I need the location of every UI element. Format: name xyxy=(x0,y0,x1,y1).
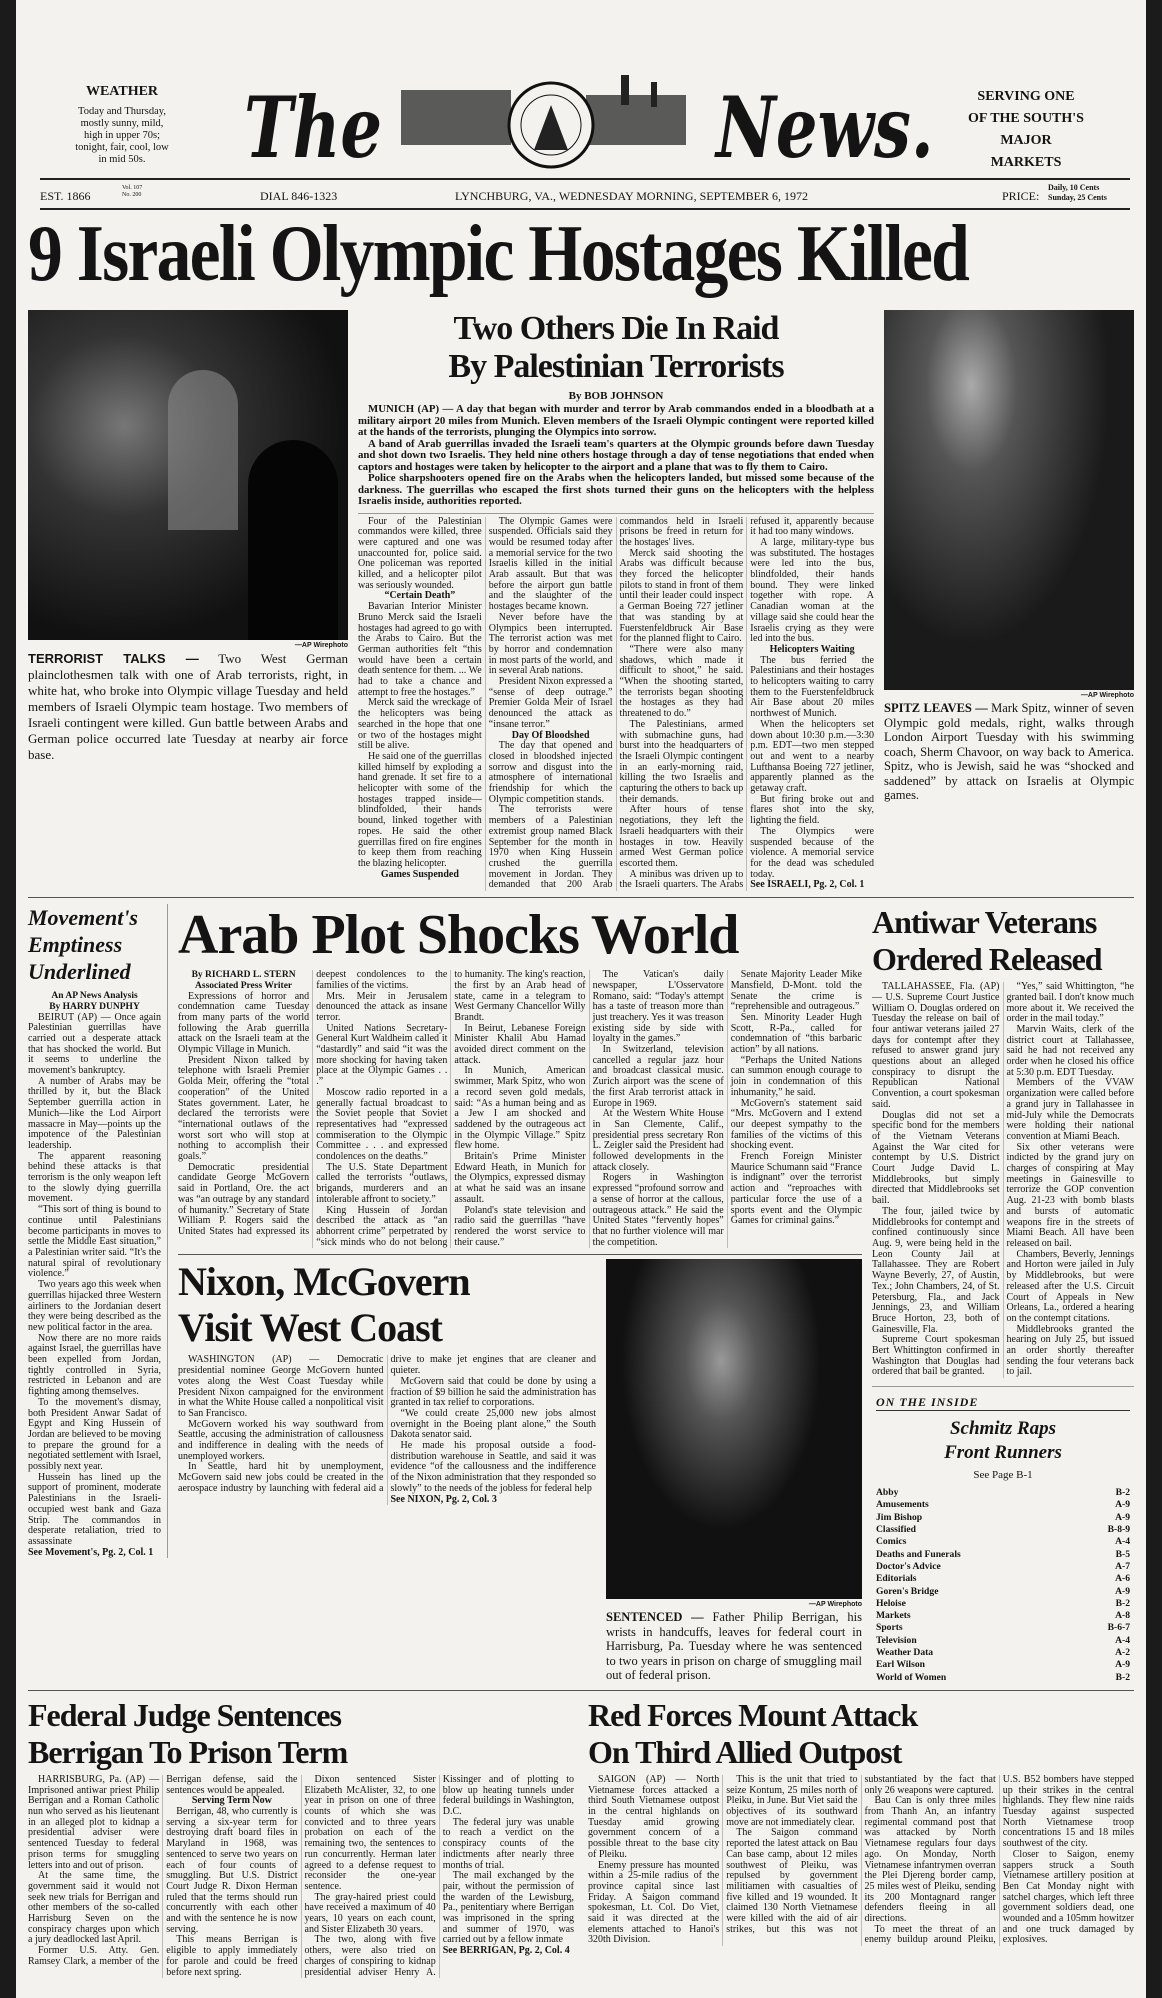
paragraph: Mrs. Meir in Jerusalem denounced the attack as insane terror. xyxy=(316,990,448,1023)
paragraph: Supreme Court spokesman Bert Whittington confirmed in Washington that Douglas had ordered that bail be granted. xyxy=(872,1334,1000,1378)
paragraph: After hours of tense negotiations, they left the Israeli headquarters with their hostages in tow. Heavily armed West German police escorted them. xyxy=(619,804,744,869)
nixon-headline-line1: Nixon, McGovern xyxy=(178,1259,470,1305)
inside-feature-headline[interactable] xyxy=(872,1417,1134,1465)
paragraph: SAIGON (AP) — North Vietnamese forces attacked a third South Vietnamese outpost in the central highlands on Tuesday amid growing government concern of a possible threat to the base city of Pleiku. xyxy=(588,1773,720,1860)
paragraph: When the helicopters set down about 10:30 p.m.—3:30 p.m. EDT—two men stepped out and went to a nearby Lufthansa Boeing 727 jetliner, apparently planned as the getaway craft. xyxy=(750,718,874,795)
weather-title: WEATHER xyxy=(85,84,159,99)
paragraph: Middlebrooks granted the hearing on July 25, but issued an order shortly thereafter sending the four veterans back to jail. xyxy=(1006,1323,1134,1378)
paragraph: Merck said the wreckage of the helicopters was being searched in the hope that one or two of the hostages might still be alive. xyxy=(358,697,482,752)
right-column xyxy=(872,904,1134,1684)
paragraph: French Foreign Minister Maurice Schumann said “France is indignant” over the terrorist action and “reproaches with particular force the use of a sports event and the Olympic Games for criminal gains.” xyxy=(730,1151,862,1227)
subhead: “Certain Death” xyxy=(384,590,456,602)
paragraph: In Munich, American swimmer, Mark Spitz, who won a record seven gold medals, said: “As a human being and as a Jew I am shocked and saddened by the outrageous act in the Olympic Village.” Spitz flew home. xyxy=(454,1065,586,1152)
paragraph: A band of Arab guerrillas invaded the Israeli team's quarters at the Olympic grounds before dawn Tuesday and shot down two Israelis. They held nine others hostage through a day of tense negotiations that ended when captors and hostages were taken by helicopter to the airport and a plane that was to fly them to Cairo. xyxy=(358,437,874,473)
paragraph: At the same time, the government said it would not seek new trials for Berrigan and other members of the so-called Harrisburg Seven on the conspiracy charges upon which a jury deadlocked last April. xyxy=(28,1870,160,1946)
lead-row xyxy=(28,304,1134,891)
index-item-page: A-9 xyxy=(1115,1585,1130,1597)
paragraph: At the Western White House in San Clemente, Calif., presidential press secretary Ron L. Zeigler said the President had followed developments in the attack closely. xyxy=(592,1108,724,1173)
paragraph: WASHINGTON (AP) — Democratic presidential nominee George McGovern hunted votes along the West Coast Tuesday while President Nixon campaigned for the environment in what the White House called a nonpolitical visit to San Francisco. xyxy=(178,1354,384,1419)
index-item-page: B-8-9 xyxy=(1107,1524,1130,1536)
index-item[interactable] xyxy=(876,1499,1130,1511)
paragraph: Britain's Prime Minister Edward Heath, in Munich for the Olympics, expressed dismay at what he said was an insane assault. xyxy=(454,1151,586,1205)
index-item[interactable] xyxy=(876,1659,1130,1671)
paragraph: An AP News Analysis xyxy=(51,991,138,1002)
index-item[interactable] xyxy=(876,1487,1130,1499)
berrigan-headline-line2: Berrigan To Prison Term xyxy=(28,1733,348,1770)
index-item-page: A-9 xyxy=(1115,1659,1130,1671)
masthead xyxy=(16,0,1146,212)
paragraph: In Beirut, Lebanese Foreign Minister Khalil Abu Hamad avoided direct comment on the attack. xyxy=(454,1022,586,1066)
lead-intro xyxy=(358,404,874,508)
paragraph: The federal jury was unable to reach a verdict on the conspiracy counts of the indictments after nearly three months of trial. xyxy=(442,1816,574,1871)
paragraph: The Palestinians, armed with submachine guns, had burst into the headquarters of the Israeli Olympic contingent in an early-morning raid, killing the two Israelis and capturing the others to back up their demands. xyxy=(619,718,744,805)
index-item[interactable] xyxy=(876,1622,1130,1634)
index-item[interactable] xyxy=(876,1549,1130,1561)
subhead: Helicopters Waiting xyxy=(769,643,855,655)
subhead: Day Of Bloodshed xyxy=(511,729,590,741)
nixon-story-body xyxy=(178,1355,596,1505)
bottom-row xyxy=(28,1690,1134,1978)
index-item-page: A-6 xyxy=(1115,1573,1130,1585)
price xyxy=(1048,183,1107,203)
spitz-photo xyxy=(884,310,1134,690)
index-item-name: Weather Data xyxy=(876,1646,934,1658)
paragraph: Associated Press Writer xyxy=(195,980,293,991)
headline-line: Movement's xyxy=(28,905,138,931)
dateline-bar xyxy=(40,185,1130,207)
spitz-block xyxy=(884,310,1134,803)
arab-plot-headline: Arab Plot Shocks World xyxy=(178,904,739,967)
caption-label: TERRORIST TALKS — xyxy=(28,651,199,666)
red-forces-story xyxy=(588,1697,1134,1946)
paragraph: By RICHARD L. STERN xyxy=(191,970,296,981)
terrorist-talks-block xyxy=(28,310,348,763)
nixon-berrigan-photo-row xyxy=(178,1254,862,1683)
paragraph: McGovern worked his way southward from Seattle, accusing the administration of callousness and indifference in dealing with the needs of unemployed workers. xyxy=(178,1418,384,1462)
paragraph: Bau Can is only three miles from Thanh An, an infantry regimental command post that was attacked by North Vietnamese regulars four days ago. On Monday, North Vietnamese infantrymen overran the Plei Djereng border camp, 25 miles west of Pleiku, sending its 200 Montagnard ranger defenders fleeing in all directions. xyxy=(864,1795,996,1925)
volume-number xyxy=(122,185,142,199)
index-item-page: B-5 xyxy=(1115,1548,1130,1560)
paragraph: Berrigan, 48, who currently is serving a six-year term for destroying draft board files in Maryland in 1968, was sentenced to serve two years on each of four counts of smuggling. But U.S. District Court Judge R. Dixon Herman ruled that the terms should run concurrently with each other and with the sentence he is now serving. xyxy=(166,1805,298,1935)
paragraph: He made his proposal outside a food-distribution warehouse in Seattle, and said it was evidence “of the callousness and the indifference of the Nixon administration that they responded so slowly” to the needs of the jobless for federal help xyxy=(390,1440,596,1494)
index-item-page: A-4 xyxy=(1115,1634,1130,1646)
index-item-page: A-7 xyxy=(1115,1560,1130,1572)
index-item-page: A-2 xyxy=(1115,1646,1130,1658)
index-title: ON THE INSIDE xyxy=(876,1395,1130,1411)
antiwar-story-body xyxy=(872,982,1134,1378)
price-daily: Daily, 10 Cents xyxy=(1048,183,1100,192)
paragraph: Marvin Waits, clerk of the district court at Tallahassee, said he had not received any order when he closed his office at 5:30 p.m. EDT Tuesday. xyxy=(1006,1023,1134,1078)
caption-text: Two West German plainclothesmen talk with one of Arab terrorists, right, in white hat, who broke into Olympic village Tuesday and held members of Israeli Olympic team hostage. Two members of Israeli contingent were killed. Gun battle between Arabs and German police occurred late Tuesday at nearby air force base. xyxy=(28,651,348,762)
index-item-page: B-2 xyxy=(1115,1597,1130,1609)
movement-story-body xyxy=(28,991,161,1558)
movement-story xyxy=(28,904,168,1558)
index-item[interactable] xyxy=(876,1586,1130,1598)
established-year: EST. 1866 xyxy=(40,189,91,203)
paragraph: The bus ferried the Palestinians and their hostages to helicopters waiting to carry them to the Fuerstenfeldbruck Air Base about 20 miles northwest of Munich. xyxy=(750,654,874,720)
masthead-title-news: News. xyxy=(716,78,934,177)
berrigan-caption xyxy=(606,1610,862,1683)
paragraph: The Vatican's daily newspaper, L'Osservatore Romano, said: “Today's attempt has a taste of treason more than just treachery. Yes it was treason existing side by side with loyalty in the games.” xyxy=(592,969,724,1045)
index-item[interactable] xyxy=(876,1573,1130,1585)
paragraph: Democratic presidential candidate George McGovern said in Portland, Ore. the act was “an outrage by any standard of humanity.” Secretary of State William P. Rogers said the United States had expressed its deepest condolences to the families of the victims. xyxy=(178,969,448,1237)
paragraph: This is the unit that tried to seize Kontum, 25 miles north of Pleiku, in June. But Viet said the objectives of its southward move are not immediately clear. xyxy=(726,1773,858,1828)
paragraph: Hussein has lined up the support of prominent, moderate Palestinians in the Israeli-occupied west bank and Gaza Strip. The commandos in desperate retaliation, tried to assassinate xyxy=(28,1471,161,1547)
volume: Vol. 107 xyxy=(122,185,143,191)
index-item[interactable] xyxy=(876,1561,1130,1573)
index-item-name: Television xyxy=(876,1634,917,1646)
price-label: PRICE: xyxy=(1002,189,1040,203)
index-item-page: B-2 xyxy=(1115,1671,1130,1683)
issue-number: No. 200 xyxy=(122,192,142,198)
photo-credit: —AP Wirephoto xyxy=(294,642,348,649)
paragraph: Two years ago this week when guerrillas hijacked three Western airliners to the Jordanian desert they were being described as the new political factor in the area. xyxy=(28,1279,161,1333)
index-item-page: A-9 xyxy=(1115,1499,1130,1511)
middle-column xyxy=(178,904,862,1683)
middle-row xyxy=(28,897,1134,1684)
paragraph: Douglas did not set a specific bond for the members of the Vietnam Veterans Against the War cited for contempt by U.S. District Court Judge David L. Middlebrooks, but simply directed that Middlebrooks set bail. xyxy=(872,1109,1000,1207)
paragraph: A number of Arabs may be thrilled by it, but the Black September guerrilla action in Munich—like the Lod Airport massacre in May—points up the impotence of the Palestinian leadership. xyxy=(28,1075,161,1151)
main-headline: 9 Israeli Olympic Hostages Killed xyxy=(28,210,969,298)
paragraph: This means Berrigan is eligible to apply immediately for parole and could be freed before next spring. xyxy=(166,1934,298,1978)
lead-story xyxy=(358,310,874,891)
paragraph: The gray-haired priest could have received a maximum of 40 years, 10 years on each count, and Sister Elizabeth 30 years. xyxy=(304,1891,436,1935)
paragraph: Chambers, Beverly, Jennings and Horton were jailed in July by Middlebrooks, but were released after the U.S. Circuit Court of Appeals in New Orleans, La., ordered a hearing on the contempt citations. xyxy=(1006,1248,1134,1324)
antiwar-story xyxy=(872,904,1134,1378)
paragraph: King Hussein of Jordan described the attack as “an abhorrent crime” perpetrated by “sick minds who do not belong to humanity. The king's reaction, the first by an Arab head of state, came in a telegram to West Germany Chancellor Willy Brandt. xyxy=(316,969,586,1248)
subhead: Serving Term Now xyxy=(191,1795,272,1807)
paragraph: McGovern said that could be done by using a fraction of $9 billion he said the administration has granted in tax relief to corporations. xyxy=(390,1375,596,1409)
paragraph: The four, jailed twice by Middlebrooks for contempt and confined continuously since Aug. 9, were being held in the Leon County Jail at Tallahassee. They are Robert Wayne Beverly, 27, of Austin, Tex.; John Chambers, 24, of St. Petersburg, Fla., and Jack Jennings, 23, and William Bruce Horton, 23, both of Gainesville, Fla. xyxy=(872,1205,1000,1335)
paragraph: A minibus was driven up to the Israeli quarters. The Arabs refused it, apparently because it had too many windows. xyxy=(619,515,874,891)
main-headline-wrap xyxy=(28,212,1134,304)
caption-text: Mark Spitz, winner of seven Olympic gold medals, right, walks through London Airport Tuesday with his swimming coach, Sherm Chavoor, on way back to America. Spitz, who is Jewish, said he was “shocked and saddened” by attack on Israelis at Olympic games. xyxy=(884,701,1135,802)
paragraph: Now there are no more raids against Israel, the guerrillas have been expelled from Jordan, tightly controlled in Syria, restricted in Lebanon and are fighting among themselves. xyxy=(28,1332,161,1398)
index-item-name: Comics xyxy=(876,1536,907,1548)
feature-line: Schmitz Raps xyxy=(949,1418,1057,1440)
jump-line[interactable]: See NIXON, Pg. 2, Col. 3 xyxy=(390,1493,497,1505)
index-item-name: Editorials xyxy=(876,1573,917,1585)
paragraph: “We could create 25,000 new jobs almost overnight in the Boeing plant alone,” the South Dakota senator said. xyxy=(390,1407,596,1441)
berrigan-photo xyxy=(606,1259,862,1599)
antiwar-headline-line2: Ordered Released xyxy=(872,941,1102,978)
index-item-name: World of Women xyxy=(876,1671,947,1683)
paragraph: MUNICH (AP) — A day that began with murder and terror by Arab commandos ended in a bloodbath at a military airport 20 miles from Munich. Eleven members of the Israeli Olympic contingent were reported killed at the hands of the terrorists, plunging the Olympics into sorrow. xyxy=(358,403,874,438)
paragraph: By HARRY DUNPHY xyxy=(49,1001,140,1012)
paragraph: The terrorists were members of a Palestinian extremist group named Black September for the month in 1970 when King Hussein crushed the guerrilla movement in Jordan. They demanded that 200 Arab commandos held in Israeli prisons be freed in return for the hostages' lives. xyxy=(488,515,744,891)
paragraph: Police sharpshooters opened fire on the Arabs when the helicopters landed, but missed some because of the darkness. The guerrillas who escaped the first shots turned their guns on the helicopters with the helpless Israelis inside, authorities reported. xyxy=(358,472,874,507)
paragraph: The U.S. State Department called the terrorists “outlaws, brigands, murderers and an intolerable affront to society.” xyxy=(316,1161,448,1205)
index-item-name: Amusements xyxy=(876,1499,929,1511)
paragraph: Merck said shooting the Arabs was difficult because they forced the helicopter pilots to stand in front of them until their leader could inspect a German Boeing 727 jetliner that was standing by at Fuerstenfeldbruck Air Base for the planned flight to Cairo. xyxy=(619,547,744,645)
index-item[interactable] xyxy=(876,1672,1130,1684)
paragraph: The apparent reasoning behind these attacks is that terrorism is the only weapon left to the slowly dying guerrilla movement. xyxy=(28,1150,161,1205)
berrigan-story xyxy=(28,1697,574,1978)
paragraph: But firing broke out and flares shot into the sky, lighting the field. xyxy=(750,793,874,827)
paragraph: “There were also many shadows, which made it difficult to shoot,” he said. “When the shooting started, the terrorists began shooting the hostages as they had threatened to do.” xyxy=(619,643,744,720)
berrigan-story-body xyxy=(28,1775,574,1978)
terrorist-talks-photo xyxy=(28,310,348,640)
index-item-name: Earl Wilson xyxy=(876,1659,925,1671)
paragraph: To the movement's dismay, both President Anwar Sadat of Egypt and King Hussein of Jordan are believed to be moving to prepare the ground for a negotiated settlement with Israel, possibly next year. xyxy=(28,1396,162,1473)
headline-line: Underlined xyxy=(28,959,131,985)
inside-feature-page: See Page B-1 xyxy=(973,1469,1033,1482)
weather-box xyxy=(72,84,172,166)
terrorist-talks-caption xyxy=(28,651,348,763)
paragraph: Poland's state television and radio said the guerrillas “have rendered the worst service to their cause.” xyxy=(454,1204,586,1248)
red-forces-headline-line2: On Third Allied Outpost xyxy=(588,1733,902,1770)
index-item-name: Deaths and Funerals xyxy=(876,1548,961,1560)
paragraph: Former U.S. Atty. Gen. Ramsey Clark, a member of the Berrigan defense, said the sentences would be appealed. xyxy=(28,1773,298,1967)
index-item-page: B-2 xyxy=(1115,1487,1130,1499)
spitz-caption xyxy=(884,701,1134,803)
feature-line: Front Runners xyxy=(944,1442,1062,1464)
index-item-page: A-8 xyxy=(1115,1610,1130,1622)
paragraph: President Nixon talked by telephone with Israeli Premier Golda Meir, offering the “total cooperation” of the United States government. Later, he declared the terrorists were “international outlaws of the worst sort who will stop at nothing to accomplish their goals.” xyxy=(178,1054,310,1163)
nixon-headline-line2: Visit West Coast xyxy=(178,1305,442,1351)
paragraph: The Olympics were suspended because of the violence. A memorial service for the dead was scheduled today. xyxy=(750,825,874,880)
price-sunday: Sunday, 25 Cents xyxy=(1048,193,1107,202)
paragraph: BEIRUT (AP) — Once again Palestinian guerrillas have carried out a desperate attack that has shocked the world. But it seems to underline the movement's bankruptcy. xyxy=(28,1011,161,1077)
lead-story-body xyxy=(358,513,874,892)
paragraph: To meet the threat of an enemy buildup around Pleiku, U.S. B52 bombers have stepped up their strikes in the central highlands. They flew nine raids Tuesday against suspected North Vietnamese troop concentrations 15 and 18 miles southwest of the city. xyxy=(864,1773,1134,1946)
paragraph: The Saigon command reported the latest attack on Bau Can base camp, about 12 miles southwest of Pleiku, was repulsed by government militiamen with casualties of five killed and 19 wounded. It claimed 130 North Vietnamese were killed with the aid of air strikes, but this was not substantiated by the fact that only 26 weapons were captured. xyxy=(726,1773,996,1935)
index-list xyxy=(872,1487,1134,1684)
headline-line: Emptiness xyxy=(28,932,123,958)
paragraph: Members of the VVAW organization were called before a grand jury in Tallahassee in mid-July while the Democrats were holding their national convention at Miami Beach. xyxy=(1006,1077,1134,1142)
red-forces-story-body xyxy=(588,1775,1134,1946)
photo-credit: —AP Wirephoto xyxy=(808,1601,862,1609)
arab-plot-story-body xyxy=(178,970,862,1248)
index-item-name: Goren's Bridge xyxy=(876,1585,939,1597)
index-item[interactable] xyxy=(876,1598,1130,1610)
antiwar-headline-line1: Antiwar Veterans xyxy=(872,904,1097,941)
index-item[interactable] xyxy=(876,1536,1130,1548)
paragraph: Moscow radio reported in a generally factual broadcast to the Soviet people that Soviet representatives had “expressed commiseration to the Olympic Committee . . . and expressed condolences on the deaths.” xyxy=(316,1086,448,1163)
paragraph: Expressions of horror and condemnation came Tuesday from many parts of the world following the Arab guerrilla attack on the Israeli team at the Olympic Village in Munich. xyxy=(178,990,310,1056)
caption-text: Father Philip Berrigan, his wrists in handcuffs, leaves for federal court in Harrisburg, Pa. Tuesday where he was sentenced to two years in prison on charge of smuggling mail out of federal prison. xyxy=(606,1610,862,1683)
photo-credit: —AP Wirephoto xyxy=(1080,692,1134,699)
paragraph: HARRISBURG, Pa. (AP) — Imprisoned antiwar priest Philip Berrigan and a Roman Catholic nun who served as his lieutenant in an alleged plot to kidnap a presidential adviser were sentenced Tuesday to federal prison terms for smuggling letters into and out of prison. xyxy=(28,1773,160,1871)
paragraph: President Nixon expressed a “sense of deep outrage.” Premier Golda Meir of Israel denounced the attack as “insane terror.” xyxy=(488,676,613,730)
paragraph: In Switzerland, television cancelled a regular jazz hour and broadcast classical music. Zurich airport was the scene of the first Arab terrorist attack in Europe in 1969. xyxy=(592,1044,724,1109)
index-item[interactable] xyxy=(876,1647,1130,1659)
subhead: Games Suspended xyxy=(380,868,459,880)
paragraph: Six other veterans were indicted by the grand jury on charges of conspiring at May meetings in Gainesville to terrorize the GOP convention Aug. 21-23 with bomb blasts and bursts of automatic weapons fire in the streets of Miami Beach. All have been released on bail. xyxy=(1006,1141,1134,1249)
index-item-name: Abby xyxy=(876,1487,899,1499)
paragraph: United Nations Secretary-General Kurt Waldheim called it “dastardly” and said “it was the more shocking for having taken place at the Olympic Games . . .” xyxy=(316,1022,448,1088)
movement-headline xyxy=(28,904,161,985)
paragraph: Bavarian Interior Minister Bruno Merck said the Israeli hostages had agreed to go with the Arabs to Cairo. But the German authorities felt “this would have been a certain death sentence for them. ... We had to take a chance and attempt to free the hostages.” xyxy=(358,601,482,698)
paragraph: “Perhaps the United Nations can summon enough courage to join in condemnation of this inhumanity,” he said. xyxy=(730,1054,862,1098)
masthead-title-the: The xyxy=(244,78,383,177)
jump-line[interactable]: See Movement's, Pg. 2, Col. 1 xyxy=(28,1546,154,1558)
jump-line[interactable]: See BERRIGAN, Pg. 2, Col. 4 xyxy=(442,1945,570,1957)
masthead-slogan: SERVING ONE OF THE SOUTH'S MAJOR MARKETS xyxy=(968,89,1084,170)
on-the-inside-index xyxy=(872,1386,1134,1684)
index-item[interactable] xyxy=(876,1524,1130,1536)
jump-line[interactable]: See ISRAELI, Pg. 2, Col. 1 xyxy=(750,879,865,891)
dateline: LYNCHBURG, VA., WEDNESDAY MORNING, SEPTEMBER 6, 1972 xyxy=(455,189,808,203)
index-item-name: Jim Bishop xyxy=(876,1511,923,1523)
weather-forecast: Today and Thursday, mostly sunny, mild, high in upper 70s; tonight, fair, cool, low in mid 50s. xyxy=(75,106,169,165)
index-item-page: B-6-7 xyxy=(1107,1622,1130,1634)
phone-number: DIAL 846-1323 xyxy=(260,189,338,203)
paragraph: “This sort of thing is bound to continue until Palestinians become participants in moves to settle the Middle East situation,” a Palestinian writer said. “It's the natural spiral of revolutionary violence.” xyxy=(28,1204,161,1280)
paragraph: The day that opened and closed in bloodshed injected sorrow and disgust into the atmosphere of international friendship for which the Olympic competition stands. xyxy=(488,740,613,805)
index-item-page: A-9 xyxy=(1115,1511,1130,1523)
paragraph: The mail exchanged by the pair, without the permission of the warden of the Lewisburg, Pa., penitentiary where Berrigan was imprisoned in the spring and summer of 1970, was carried out by a fellow inmate xyxy=(442,1870,574,1946)
index-item[interactable] xyxy=(876,1635,1130,1647)
paragraph: Four of the Palestinian commandos were killed, three were captured and one was unaccounted for, police said. One policeman was reported killed, and a helicopter pilot was seriously wounded. xyxy=(358,515,482,591)
masthead-seal-logo xyxy=(396,70,696,170)
index-item-name: Classified xyxy=(876,1524,916,1536)
paragraph: The Olympic Games were suspended. Officials said they would be resumed today after a memorial service for the two Israelis killed in the initial Arab assault. But that was before the airport gun battle and the slaughter of the hostages became known. xyxy=(488,515,613,613)
caption-label: SENTENCED — xyxy=(606,1610,704,1625)
paragraph: A large, military-type bus was substituted. The hostages were led into the bus, blindfolded, their hands bound. They were linked together with rope. A Canadian woman at the village said she could hear the Israelis crying as they were led into the bus. xyxy=(750,536,874,645)
lead-subhead-line2: By Palestinian Terrorists xyxy=(448,348,784,385)
berrigan-photo-block xyxy=(606,1259,862,1683)
paragraph: In Seattle, hard hit by unemployment, McGovern said new jobs could be created in the aerospace industry by launching with federal aid a drive to make jet engines that are cleaner and quieter. xyxy=(178,1354,596,1494)
paragraph: “Yes,” said Whittington, “he granted bail. I don't know much more about it. We received the order in the mail today.” xyxy=(1006,981,1134,1025)
paragraph: Dixon sentenced Sister Elizabeth McAlister, 32, to one year in prison on one of three counts of which she was convicted and to three years probation on each of the remaining two, the sentences to run concurrently. Herman later agreed to a defense request to reconsider the one-year sentence. xyxy=(304,1773,436,1892)
paragraph: Enemy pressure has mounted within a 25-mile radius of the province capital since last Friday. A Saigon command spokesman, Lt. Col. Do Viet, said it was directed at the elements attached to Hanoi's 320th Division. xyxy=(588,1859,720,1946)
paragraph: TALLAHASSEE, Fla. (AP) — U.S. Supreme Court Justice William O. Douglas ordered on Tuesday the release on bail of four antiwar veterans jailed 27 days for contempt after they refused to answer grand jury questions about an alleged conspiracy to disrupt the Republican National Convention, a court spokesman said. xyxy=(872,981,1000,1110)
paragraph: Sen. Minority Leader Hugh Scott, R-Pa., called for condemnation of “this barbaric action” by all nations. xyxy=(730,1011,862,1056)
index-item-name: Doctor's Advice xyxy=(876,1560,941,1572)
nixon-story xyxy=(178,1259,596,1505)
caption-label: SPITZ LEAVES — xyxy=(884,701,988,715)
paragraph: The two, along with five others, were also tried on charges of conspiring to kidnap presidential adviser Henry A. Kissinger and of plotting to blow up heating tunnels under federal buildings in Washington, D.C. xyxy=(304,1773,574,1978)
paragraph: Rogers in Washington expressed “profound sorrow and a sense of horror at the callous, outrageous attack.” He said the United States “fervently hopes” that no further violence will mar the competition. xyxy=(592,1172,724,1248)
lead-subhead-line1: Two Others Die In Raid xyxy=(453,310,779,347)
paragraph: McGovern's statement said “Mrs. McGovern and I extend our deepest sympathy to the families of the victims of this shocking event. xyxy=(730,1097,862,1152)
berrigan-headline-line1: Federal Judge Sentences xyxy=(28,1696,341,1733)
paragraph: Senate Majority Leader Mike Mansfield, D-Mont. told the Senate the crime is “reprehensible and outrageous.” xyxy=(730,969,862,1013)
index-item-name: Heloise xyxy=(876,1597,906,1609)
red-forces-headline-line1: Red Forces Mount Attack xyxy=(588,1696,918,1733)
index-item[interactable] xyxy=(876,1512,1130,1524)
index-item-name: Sports xyxy=(876,1622,903,1634)
newspaper-page xyxy=(16,0,1146,1998)
lead-byline: By BOB JOHNSON xyxy=(568,390,664,402)
index-item-name: Markets xyxy=(876,1610,911,1622)
index-item-page: A-4 xyxy=(1115,1536,1130,1548)
paragraph: Closer to Saigon, enemy sappers struck a South Vietnamese artillery position at Ben Cat Monday night with satchel charges, which left three government soldiers dead, one wounded and a 105mm howitzer and one truck damaged by explosives. xyxy=(1002,1848,1134,1946)
paragraph: Never before have the Olympics been interrupted. The terrorist action was met by horror and condemnation in most parts of the world, and in several Arab nations. xyxy=(488,611,613,677)
index-item[interactable] xyxy=(876,1610,1130,1622)
paragraph: He said one of the guerrillas killed himself by exploding a hand grenade. It set fire to a helicopter with some of the hostages trapped inside—blindfolded, their hands bound, linked together with ropes. He said the other guerrillas fired on fire engines to keep them from reaching the blazing helicopter. xyxy=(358,750,482,869)
